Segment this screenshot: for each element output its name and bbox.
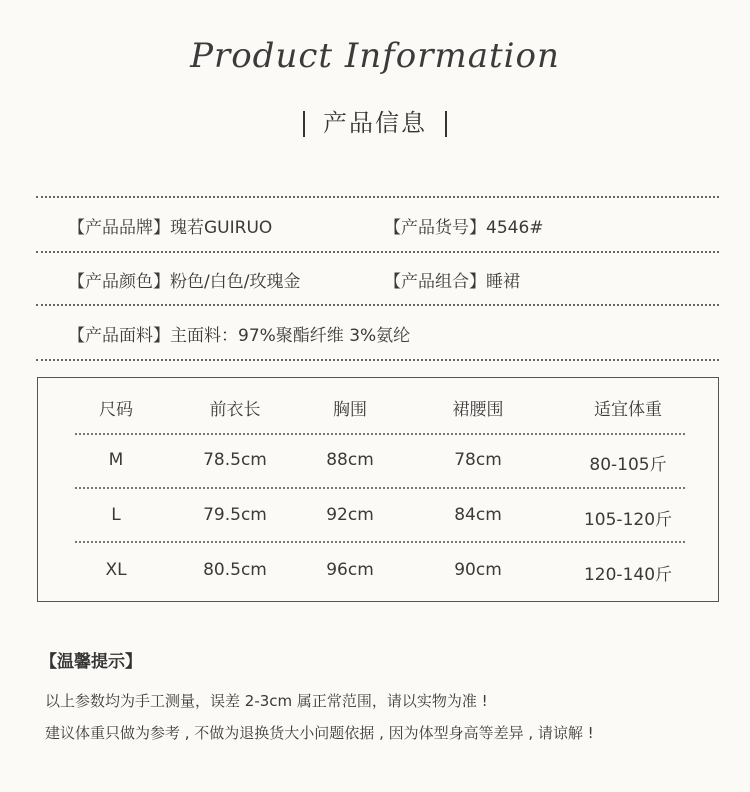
title-right-bar bbox=[445, 111, 447, 137]
fabric-label: 【产品面料】 bbox=[68, 326, 170, 346]
tips-line: 建议体重只做为参考 , 不做为退换货大小问题依据 , 因为体型身高等差异 , 请谅解 ! bbox=[45, 724, 594, 742]
sku-value: 4546# bbox=[486, 218, 544, 238]
section-title-text: 产品信息 bbox=[323, 109, 427, 137]
combo-field bbox=[384, 267, 520, 292]
info-row-brand bbox=[68, 213, 544, 238]
table-header-cell: 尺码 bbox=[99, 400, 133, 420]
table-cell: 78.5cm bbox=[203, 450, 267, 470]
table-cell: 78cm bbox=[454, 450, 502, 470]
row-divider bbox=[75, 487, 685, 489]
info-row-color bbox=[68, 267, 520, 292]
brand-value: 瑰若GUIRUO bbox=[170, 218, 273, 238]
color-label: 【产品颜色】 bbox=[68, 272, 170, 292]
title-left-bar bbox=[303, 111, 305, 137]
table-header-cell: 前衣长 bbox=[209, 400, 261, 420]
table-header-cell: 裙腰围 bbox=[452, 400, 504, 420]
divider bbox=[36, 359, 719, 361]
table-header-cell: 胸围 bbox=[333, 400, 367, 420]
size-table bbox=[37, 377, 719, 602]
table-cell: 88cm bbox=[326, 450, 374, 470]
table-cell: 120-140斤 bbox=[583, 565, 673, 585]
table-cell: 80.5cm bbox=[203, 560, 267, 580]
script-title: Product Information bbox=[190, 36, 560, 76]
combo-value: 睡裙 bbox=[486, 272, 520, 292]
table-cell: 84cm bbox=[454, 505, 502, 525]
section-title bbox=[0, 103, 750, 138]
table-cell: 90cm bbox=[454, 560, 502, 580]
divider bbox=[36, 196, 719, 198]
fabric-value: 主面料：97%聚酯纤维 3%氨纶 bbox=[170, 326, 411, 346]
table-header-cell: 适宜体重 bbox=[594, 400, 662, 420]
table-cell: M bbox=[108, 450, 124, 470]
info-row-fabric bbox=[68, 321, 410, 346]
tips-line: 以上参数均为手工测量，误差 2-3cm 属正常范围，请以实物为准 ! bbox=[45, 692, 488, 710]
tips-title: 【温馨提示】 bbox=[40, 652, 142, 672]
sku-field bbox=[384, 213, 544, 238]
row-divider bbox=[75, 541, 685, 543]
combo-label: 【产品组合】 bbox=[384, 272, 486, 292]
brand-label: 【产品品牌】 bbox=[68, 218, 170, 238]
divider bbox=[36, 304, 719, 306]
table-cell: XL bbox=[105, 560, 127, 580]
table-cell: 80-105斤 bbox=[589, 455, 667, 475]
table-cell: 92cm bbox=[326, 505, 374, 525]
sku-label: 【产品货号】 bbox=[384, 218, 486, 238]
divider bbox=[36, 251, 719, 253]
table-cell: 96cm bbox=[326, 560, 374, 580]
table-cell: 105-120斤 bbox=[583, 510, 673, 530]
table-cell: 79.5cm bbox=[203, 505, 267, 525]
color-value: 粉色/白色/玫瑰金 bbox=[170, 272, 301, 292]
table-cell: L bbox=[111, 505, 121, 525]
row-divider bbox=[75, 433, 685, 435]
